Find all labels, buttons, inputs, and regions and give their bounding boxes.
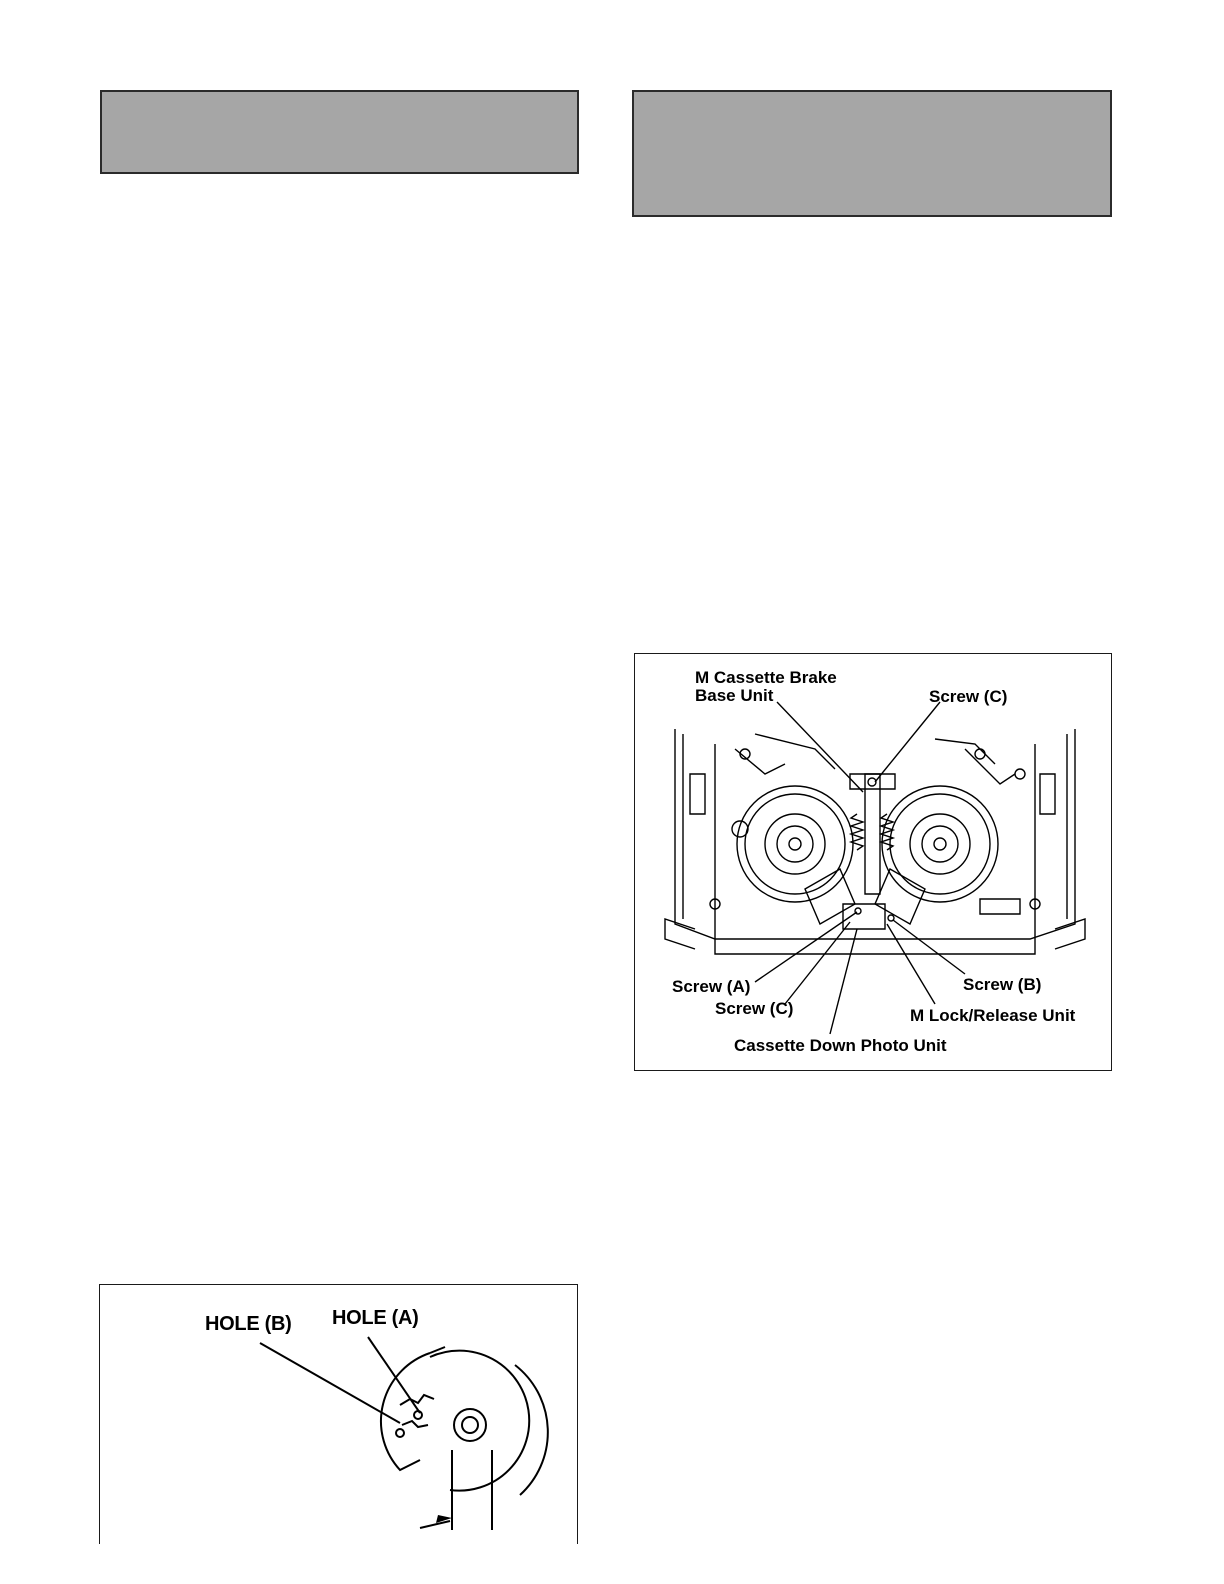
mechanism-figure xyxy=(634,653,1112,1071)
label-photo-unit: Cassette Down Photo Unit xyxy=(734,1036,947,1055)
label-screw-c-bottom: Screw (C) xyxy=(715,999,794,1018)
label-screw-c-top: Screw (C) xyxy=(929,687,1008,706)
label-hole-b: HOLE (B) xyxy=(205,1313,292,1335)
label-brake-base-line2: Base Unit xyxy=(695,686,774,705)
hole-figure xyxy=(99,1284,578,1544)
label-hole-a: HOLE (A) xyxy=(332,1307,419,1329)
label-lock-release-unit: M Lock/Release Unit xyxy=(910,1006,1076,1025)
section-header-right xyxy=(632,90,1112,217)
label-screw-b: Screw (B) xyxy=(963,975,1042,994)
label-screw-a: Screw (A) xyxy=(672,977,751,996)
section-header-left xyxy=(100,90,579,174)
label-brake-base-line1: M Cassette Brake xyxy=(695,668,837,687)
